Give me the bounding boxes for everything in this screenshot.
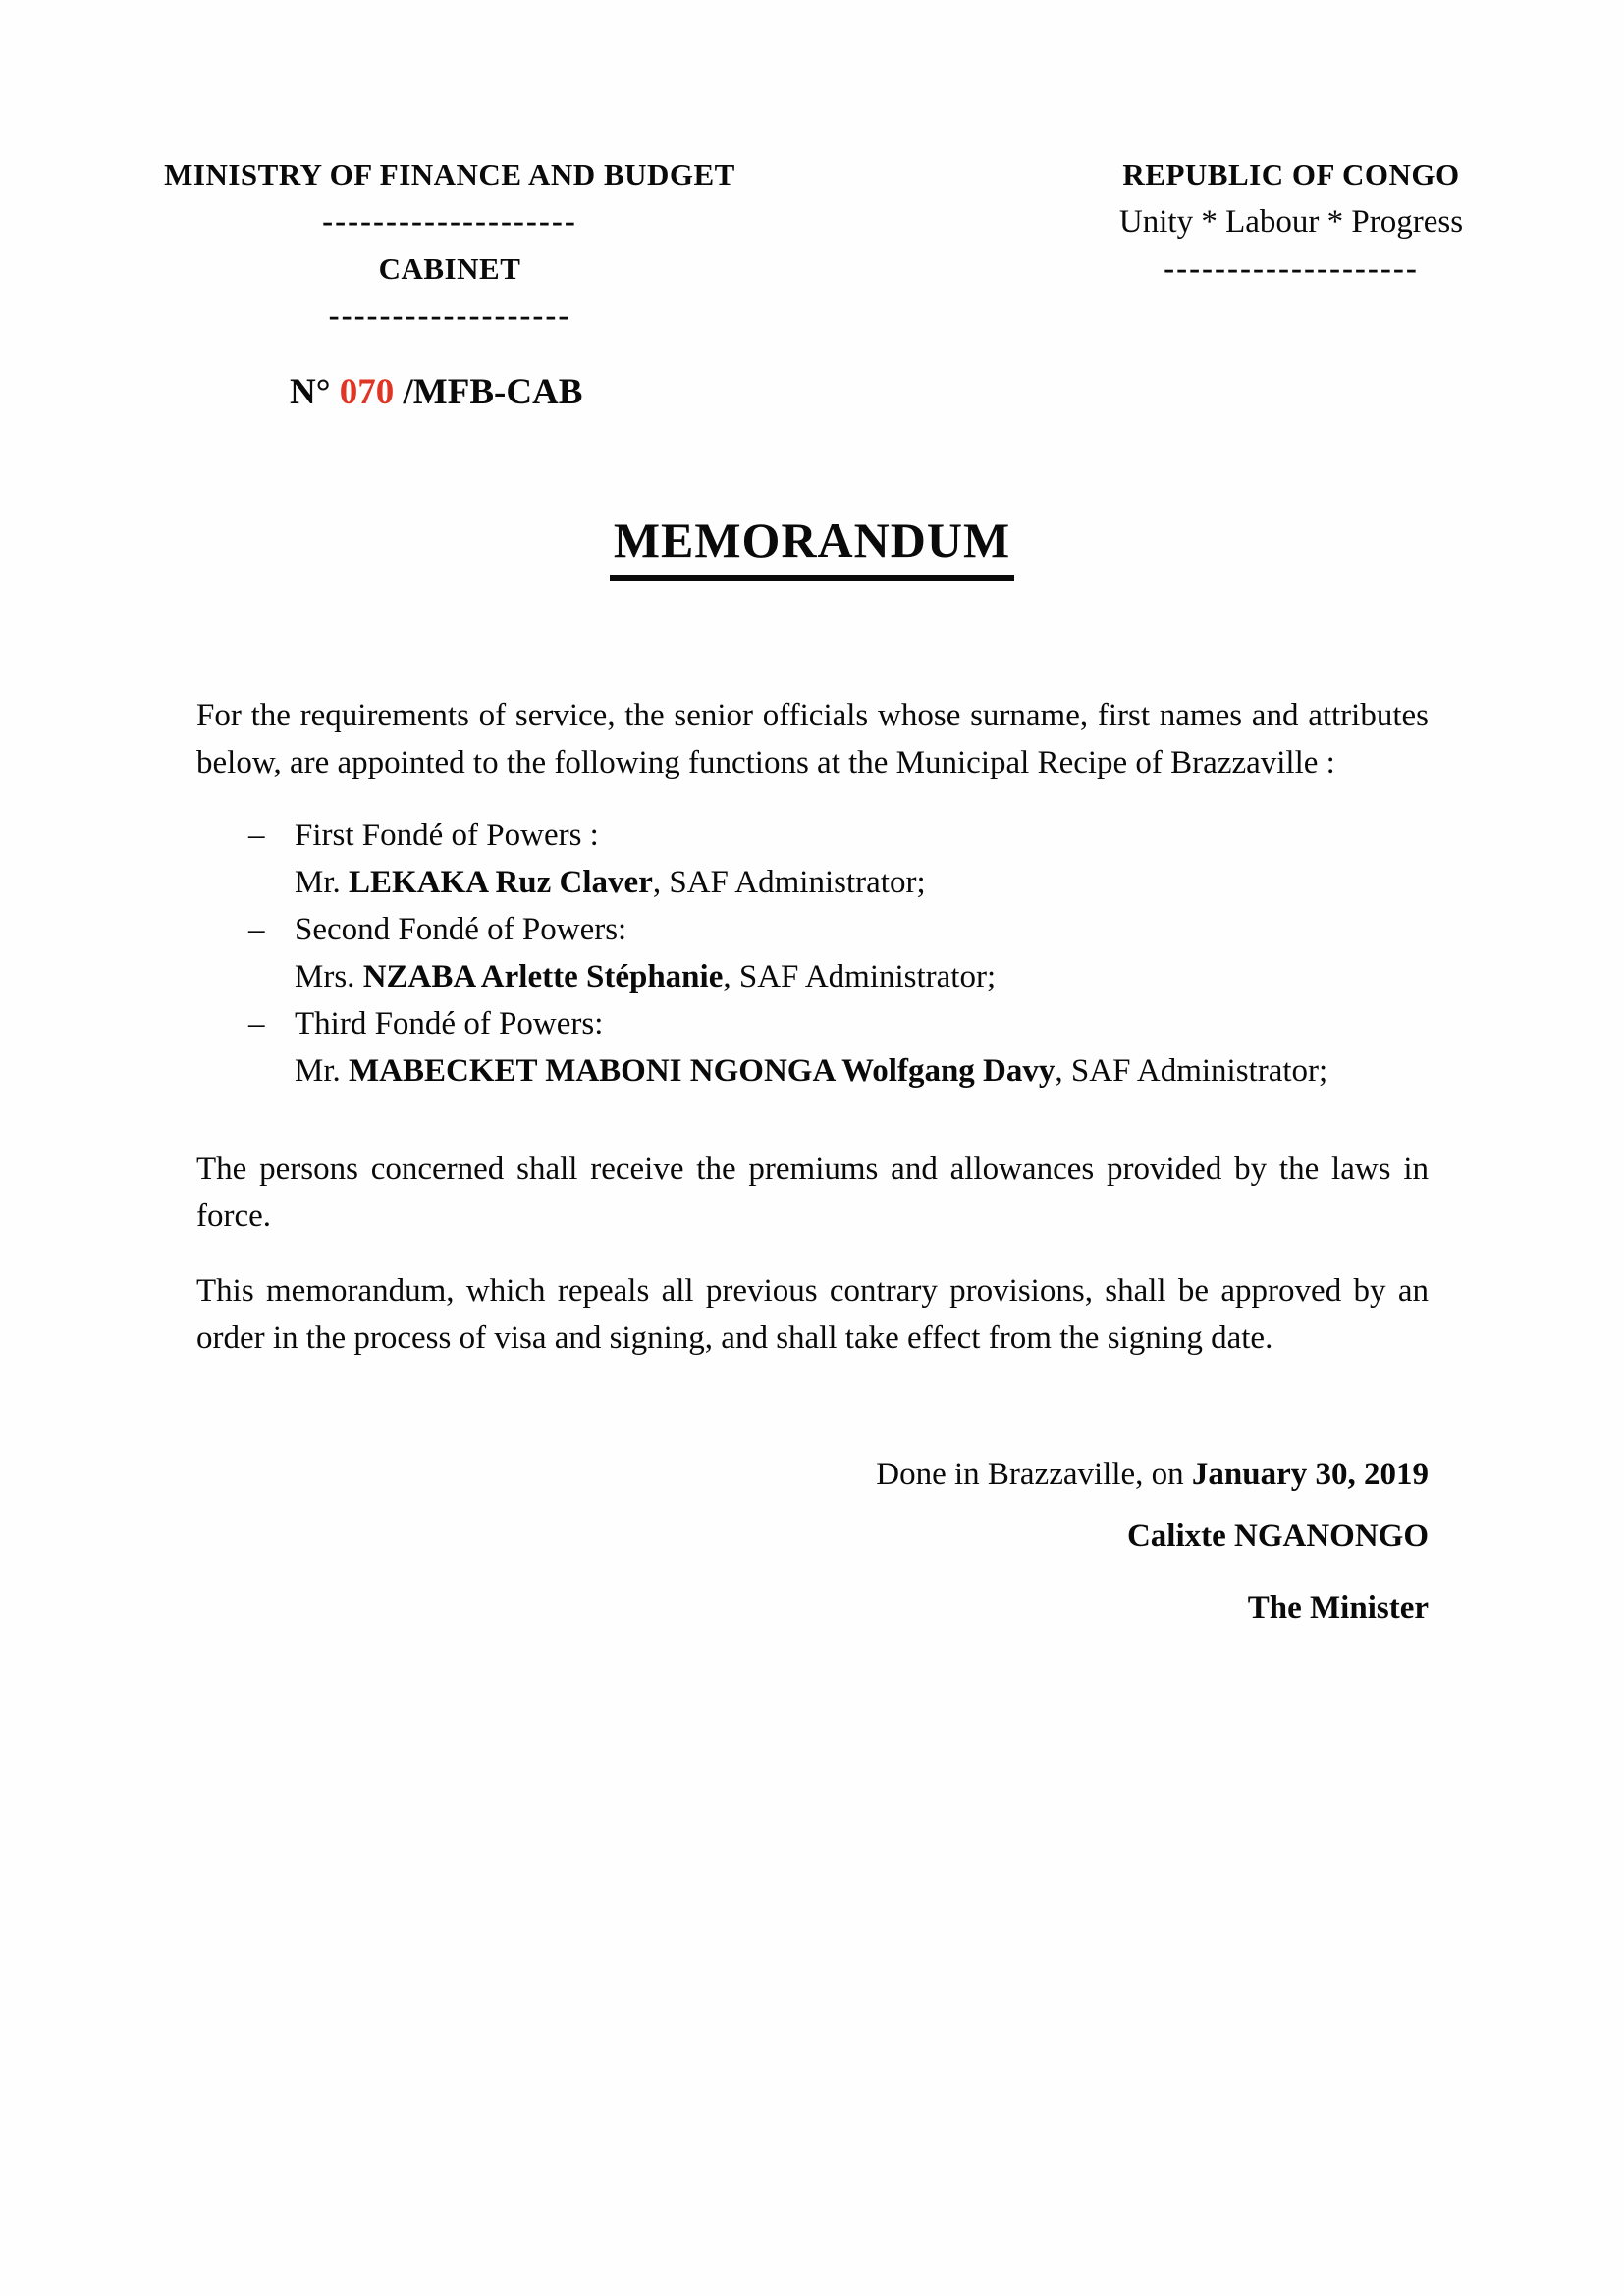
national-motto: Unity * Labour * Progress	[1118, 204, 1464, 240]
intro-paragraph: For the requirements of service, the senior officials whose surname, first names and attributes below, are appointed to the following functions at the Municipal Recipe of Brazzaville :	[196, 698, 1429, 780]
approval-paragraph: This memorandum, which repeals all previous contrary provisions, shall be approved by an order in the process of visa and signing, and shall take effect from the signing date.	[196, 1273, 1429, 1356]
person-name: LEKAKA Ruz Claver	[349, 865, 653, 900]
date-line	[196, 1451, 1429, 1498]
list-dash: –	[248, 818, 265, 853]
list-indent	[248, 953, 295, 1000]
person-name: MABECKET MABONI NGONGA Wolfgang Davy	[349, 1053, 1056, 1089]
document-body	[0, 692, 1624, 1362]
signatory-name: Calixte NGANONGO	[1126, 1519, 1429, 1554]
ref-suffix: /MFB-CAB	[394, 372, 583, 412]
ref-number: 070	[339, 372, 395, 412]
list-indent	[248, 1047, 295, 1095]
person-suffix: , SAF Administrator;	[723, 959, 997, 994]
appointment-person	[295, 1047, 1429, 1095]
divider-dashes-bottom: -------------------	[328, 298, 571, 334]
appointment-person	[295, 953, 1429, 1000]
person-suffix: , SAF Administrator;	[652, 865, 926, 900]
document-title: MEMORANDUM	[610, 510, 1014, 581]
honorific: Mrs.	[295, 959, 363, 994]
republic-name: REPUBLIC OF CONGO	[1122, 157, 1460, 191]
date-line-prefix: Done in Brazzaville, on	[876, 1457, 1192, 1492]
premiums-paragraph: The persons concerned shall receive the premiums and allowances provided by the laws in force.	[196, 1151, 1429, 1234]
appointment-role: Second Fondé of Powers:	[295, 912, 627, 947]
divider-dashes-top: --------------------	[322, 204, 577, 240]
signature-date: January 30, 2019	[1191, 1457, 1429, 1492]
ref-prefix: N°	[290, 372, 340, 412]
letterhead-republic-block	[1078, 151, 1504, 340]
appointment-role: Third Fondé of Powers:	[295, 1006, 604, 1041]
letterhead	[0, 0, 1624, 340]
letterhead-ministry-block	[126, 151, 774, 340]
list-indent	[248, 859, 295, 906]
appointment-item-third	[248, 1000, 1429, 1095]
appointments-list	[196, 812, 1429, 1095]
divider-dashes-right: --------------------	[1164, 251, 1419, 287]
cabinet-label: CABINET	[378, 251, 521, 286]
appointment-role: First Fondé of Powers :	[295, 818, 599, 853]
reference-number-line	[290, 369, 1624, 416]
appointment-item-first	[248, 812, 1429, 906]
honorific: Mr.	[295, 1053, 350, 1089]
appointment-person	[295, 859, 1429, 906]
ministry-name: MINISTRY OF FINANCE AND BUDGET	[164, 157, 735, 191]
person-suffix: , SAF Administrator;	[1055, 1053, 1328, 1089]
list-dash: –	[248, 1006, 265, 1041]
appointment-item-second	[248, 906, 1429, 1000]
title-row	[0, 510, 1624, 581]
list-dash: –	[248, 912, 265, 947]
person-name: NZABA Arlette Stéphanie	[362, 959, 724, 994]
signature-block	[0, 1451, 1624, 1631]
honorific: Mr.	[295, 865, 350, 900]
signatory-title: The Minister	[1247, 1590, 1429, 1626]
